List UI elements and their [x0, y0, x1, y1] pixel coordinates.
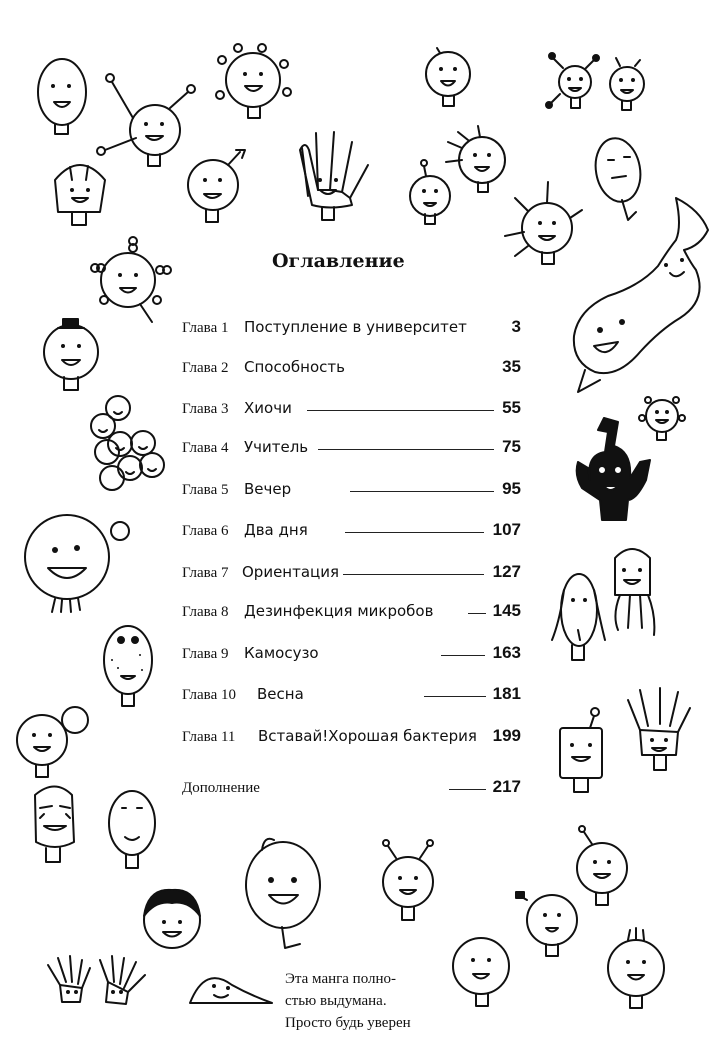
page-number: 35 [502, 357, 521, 376]
page-number: 55 [502, 398, 521, 417]
page-number: 181 [492, 684, 521, 703]
microbe-small-doodle [410, 160, 450, 224]
microbe-round-doodle [426, 48, 470, 106]
chapter-number: Глава 4 [182, 440, 229, 456]
microbe-antenna-spiky-doodle [505, 182, 582, 264]
page-number: 75 [502, 437, 521, 456]
chapter-title: Ориентация [242, 563, 340, 581]
leader-line [468, 613, 486, 614]
toc-entry-6[interactable] [0, 519, 728, 547]
toc-entry-11[interactable] [0, 725, 728, 753]
chapter-number: Глава 7 [182, 565, 229, 581]
toc-entry-7[interactable] [0, 561, 728, 589]
microbe-big-oval-doodle [246, 839, 320, 948]
note-line: Эта манга полно- [285, 971, 397, 987]
microbe-bobble-left-doodle [91, 237, 171, 322]
page-number: 95 [502, 479, 521, 498]
note-line: Просто будь уверен [285, 1015, 411, 1031]
chapter-number: Глава 2 [182, 360, 229, 376]
toc-entry-10[interactable] [0, 683, 728, 711]
chapter-number: Глава 1 [182, 320, 229, 336]
chapter-title: Камосузо [244, 644, 319, 662]
chapter-title: Весна [257, 685, 304, 703]
toc-entry-1[interactable] [0, 316, 728, 344]
chapter-title: Учитель [244, 438, 309, 456]
chapter-title: Хиочи [244, 399, 292, 417]
toc-entry-3[interactable] [0, 397, 728, 425]
microbe-arrow-doodle [188, 150, 245, 222]
leader-line [345, 532, 484, 533]
chapter-title: Дезинфекция микробов [244, 602, 434, 620]
leader-line [441, 655, 485, 656]
microbe-small-antenna-doodle [546, 53, 599, 108]
chapter-title: Вечер [244, 480, 292, 498]
chapter-title: Поступление в университет [244, 318, 467, 336]
page-number: 199 [492, 726, 521, 745]
chapter-number: Глава 5 [182, 482, 229, 498]
chapter-number: Глава 8 [182, 604, 229, 620]
chapter-number: Глава 11 [182, 729, 236, 745]
toc-title: Оглавление [272, 250, 405, 272]
chapter-title: Два дня [244, 521, 308, 539]
microbe-hairy-doodle [446, 126, 505, 192]
chapter-number: Глава 3 [182, 401, 229, 417]
microbe-house-doodle [55, 165, 105, 225]
page-number: 107 [492, 520, 521, 539]
microbe-hand-doodle [300, 132, 368, 220]
page-number: 145 [492, 601, 521, 620]
leader-line [449, 789, 486, 790]
microbe-slime-doodle [190, 978, 272, 1003]
microbe-round-antenna-doodle [577, 826, 627, 905]
toc-entry-5[interactable] [0, 478, 728, 506]
leader-line [343, 574, 484, 575]
microbe-bobble-doodle [216, 44, 291, 118]
page-number: 217 [492, 777, 521, 796]
microbe-hands-doodle [48, 956, 145, 1004]
appendix-label: Дополнение [182, 780, 260, 796]
toc-entry-4[interactable] [0, 436, 728, 464]
microbe-corner-doodle [608, 928, 664, 1008]
chapter-title: Вставай!Хорошая бактерия [258, 727, 477, 745]
toc-entry-2[interactable] [0, 356, 728, 384]
microbe-black-hair-doodle [144, 890, 200, 948]
leader-line [318, 449, 494, 450]
chapter-number: Глава 9 [182, 646, 229, 662]
chapter-number: Глава 6 [182, 523, 229, 539]
disclaimer-note [285, 968, 465, 1034]
page-number: 163 [492, 643, 521, 662]
microbe-long-oval-doodle [591, 135, 645, 220]
page-number: 127 [492, 562, 521, 581]
toc-entry-8[interactable] [0, 600, 728, 628]
microbe-tiny-doodle [610, 58, 644, 110]
toc-entry-appendix[interactable] [0, 776, 728, 804]
chapter-number: Глава 10 [182, 687, 236, 703]
leader-line [307, 410, 494, 411]
chapter-title: Способность [244, 358, 345, 376]
leader-line [350, 491, 494, 492]
microbe-bottom-antenna-doodle [383, 840, 433, 920]
microbe-antennae-doodle [97, 74, 195, 166]
microbe-stick-doodle [516, 892, 577, 956]
microbe-oval-doodle [38, 59, 86, 134]
leader-line [424, 696, 486, 697]
page-number: 3 [511, 317, 521, 336]
note-line: стью выдумана. [285, 993, 387, 1009]
toc-entry-9[interactable] [0, 642, 728, 670]
